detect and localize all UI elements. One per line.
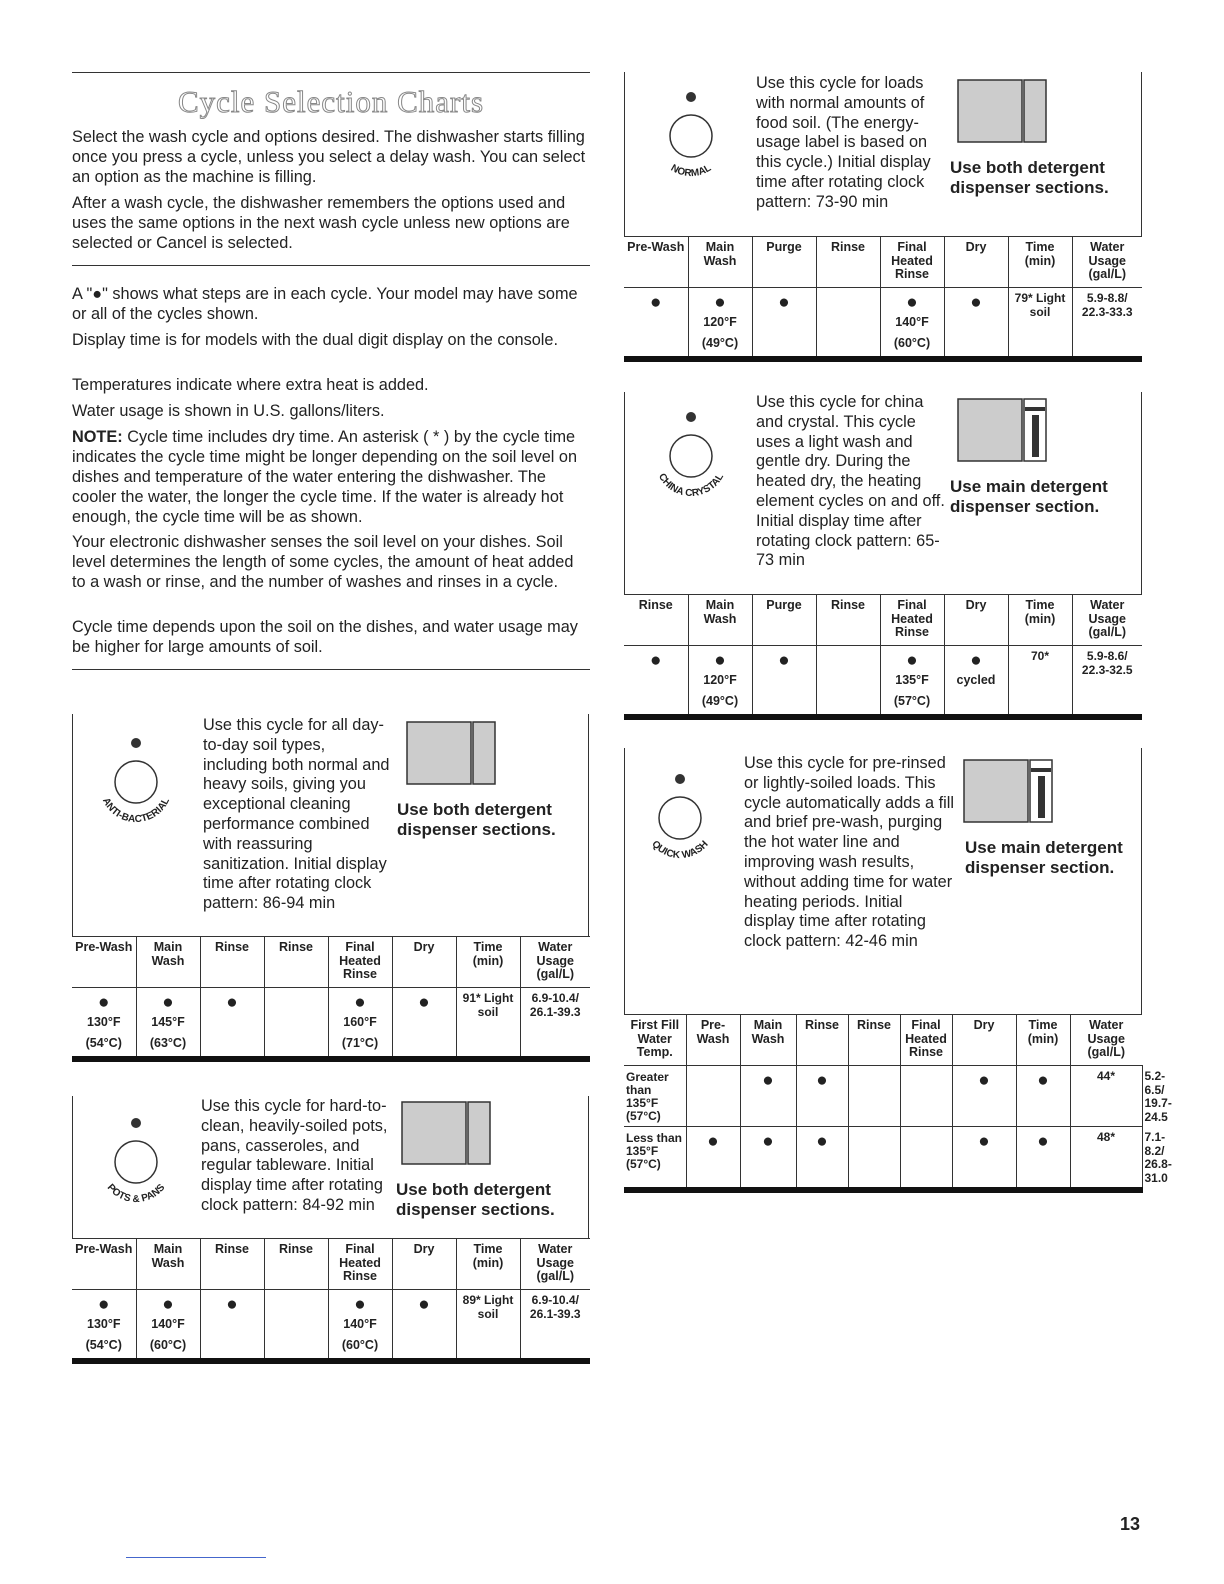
quick-cell-0 xyxy=(686,1066,740,1127)
china-time-cell: 70* xyxy=(1008,646,1072,718)
step-dot: ● xyxy=(762,1070,774,1091)
note-paragraph xyxy=(72,427,590,527)
quick-cell-5 xyxy=(952,1127,1016,1191)
china-header-1: Main Wash xyxy=(688,595,752,646)
normal-description: Use this cycle for loads with normal amounts of food soil. (The energy-usage label is based on this cycle.) Initial display time after rotating clock pattern: 73-90 min xyxy=(756,74,931,211)
main-dispenser-icon xyxy=(956,397,1048,463)
normal-cell-3 xyxy=(816,288,880,360)
anti-cell-2 xyxy=(200,988,264,1060)
step-dot: ● xyxy=(778,292,790,313)
quick-header-8: Water Usage (gal/L) xyxy=(1070,1015,1142,1066)
quick-cell-1 xyxy=(740,1066,796,1127)
step-dot: ● xyxy=(714,650,726,671)
quick-cell-0 xyxy=(686,1127,740,1191)
both-dispensers-icon xyxy=(405,720,497,786)
step-dot: ● xyxy=(714,292,726,313)
pots-cell-1 xyxy=(136,1290,200,1362)
pots-header-2: Rinse xyxy=(200,1239,264,1290)
step-dot: ● xyxy=(970,650,982,671)
pots-water-cell: 6.9-10.4/ 26.1-39.3 xyxy=(520,1290,590,1362)
quick-wash-detergent: Use main detergent dispenser section. xyxy=(965,838,1123,877)
china-cell-5 xyxy=(944,646,1008,718)
table-row: Less than 135°F (57°C) ● ● ● ● ● 48* 7.1-8.2/ 26.8-31.0 xyxy=(624,1127,1142,1191)
pots-cell-3 xyxy=(264,1290,328,1362)
normal-detergent: Use both detergent dispenser sections. xyxy=(950,158,1109,197)
quick-header-7: Time (min) xyxy=(1016,1015,1070,1066)
intro-paragraph-1: Select the wash cycle and options desired. The dishwasher starts filling once you press a cycle, unless you select a delay wash. You can select an option as the machine is filling. xyxy=(72,128,586,186)
normal-cell-5 xyxy=(944,288,1008,360)
dot-legend-paragraph: A "●" shows what steps are in each cycle. Your model may have some or all of the cycles shown. xyxy=(72,285,578,323)
quick-wash-table xyxy=(624,1014,1172,1193)
step-dot: ● xyxy=(650,650,662,671)
china-crystal-table xyxy=(624,594,1142,720)
anti-time-cell: 91* Light soil xyxy=(456,988,520,1060)
pots-and-pans-table xyxy=(72,1238,590,1364)
quick-header-2: Main Wash xyxy=(740,1015,796,1066)
pots-cell-5 xyxy=(392,1290,456,1362)
normal-header-6: Time (min) xyxy=(1008,237,1072,288)
step-dot: ● xyxy=(707,1131,719,1152)
step-temperature: 120°F (49°C) xyxy=(701,673,739,708)
step-dot: ● xyxy=(98,1294,110,1315)
anti-cell-5 xyxy=(392,988,456,1060)
step-temperature: 140°F (60°C) xyxy=(341,1317,379,1352)
anti-header-7: Water Usage (gal/L) xyxy=(520,937,590,988)
svg-text:QUICK WASH xyxy=(649,839,710,860)
svg-text:POTS & PANS xyxy=(105,1182,168,1204)
table-row xyxy=(624,288,1142,360)
pots-header-5: Dry xyxy=(392,1239,456,1290)
china-water-cell: 5.9-8.6/ 22.3-32.5 xyxy=(1072,646,1142,718)
cycle-time-paragraph: Cycle time depends upon the soil on the dishes, and water usage may be higher for large amounts of soil. xyxy=(72,618,578,656)
step-dot: ● xyxy=(418,992,430,1013)
normal-knob-label: NORMAL xyxy=(668,162,714,178)
anti-bacterial-table xyxy=(72,936,590,1062)
quick-cell-4 xyxy=(900,1127,952,1191)
quick-cell-3 xyxy=(848,1066,900,1127)
quick-header-1: Pre-Wash xyxy=(686,1015,740,1066)
quick-header-4: Rinse xyxy=(848,1015,900,1066)
step-dot: ● xyxy=(762,1131,774,1152)
note-label: NOTE: xyxy=(72,428,123,446)
svg-text:NORMAL xyxy=(669,163,713,178)
china-cell-4 xyxy=(880,646,944,718)
quick-header-0: First Fill Water Temp. xyxy=(624,1015,686,1066)
top-rule xyxy=(72,72,590,73)
step-dot: ● xyxy=(650,292,662,313)
anti-cell-0 xyxy=(72,988,136,1060)
normal-cell-2 xyxy=(752,288,816,360)
china-cell-1 xyxy=(688,646,752,718)
normal-cell-0 xyxy=(624,288,688,360)
quick-cell-6 xyxy=(1016,1127,1070,1191)
display-time-paragraph: Display time is for models with the dual digit display on the console. xyxy=(72,331,558,349)
step-dot: ● xyxy=(418,1294,430,1315)
step-temperature: 130°F (54°C) xyxy=(85,1317,122,1352)
step-dot: ● xyxy=(816,1131,828,1152)
quick-header-3: Rinse xyxy=(796,1015,848,1066)
china-cell-0 xyxy=(624,646,688,718)
pots-header-1: Main Wash xyxy=(136,1239,200,1290)
step-dot: ● xyxy=(1037,1070,1049,1091)
china-crystal-detergent: Use main detergent dispenser section. xyxy=(950,477,1108,516)
table-row xyxy=(72,988,590,1060)
anti-header-0: Pre-Wash xyxy=(72,937,136,988)
anti-bacterial-description: Use this cycle for all day-to-day soil types, including both normal and heavy soils, giving you exceptional cleaning performance combined with reassuring sanitization. Initial display time after rotating clock pattern: 86-94 min xyxy=(203,716,390,913)
step-dot: ● xyxy=(226,1294,238,1315)
quick-cell-5 xyxy=(952,1066,1016,1127)
pots-cell-2 xyxy=(200,1290,264,1362)
step-dot: ● xyxy=(162,1294,174,1315)
step-dot: ● xyxy=(970,292,982,313)
step-temperature: 140°F (60°C) xyxy=(893,315,931,350)
main-dispenser-icon-2 xyxy=(962,758,1054,824)
normal-header-3: Rinse xyxy=(816,237,880,288)
pots-and-pans-knob-label: POTS & PANS xyxy=(104,1182,168,1204)
footer-link-line xyxy=(126,1557,266,1558)
step-temperature: 145°F (63°C) xyxy=(149,1015,187,1050)
normal-time-cell: 79* Light soil xyxy=(1008,288,1072,360)
normal-header-0: Pre-Wash xyxy=(624,237,688,288)
quick-cell-1 xyxy=(740,1127,796,1191)
china-header-7: Water Usage (gal/L) xyxy=(1072,595,1142,646)
normal-header-2: Purge xyxy=(752,237,816,288)
anti-header-3: Rinse xyxy=(264,937,328,988)
page-title: Cycle Selection Charts xyxy=(177,84,485,119)
pots-header-6: Time (min) xyxy=(456,1239,520,1290)
step-dot: ● xyxy=(778,650,790,671)
step-temperature: 130°F (54°C) xyxy=(85,1015,122,1050)
china-cell-2 xyxy=(752,646,816,718)
table-row xyxy=(72,1290,590,1362)
quick-wash-knob-label: QUICK WASH xyxy=(649,838,711,860)
water-usage-paragraph: Water usage is shown in U.S. gallons/liters. xyxy=(72,402,385,420)
page-number: 13 xyxy=(1120,1514,1141,1534)
china-cell-3 xyxy=(816,646,880,718)
pots-and-pans-description: Use this cycle for hard-to-clean, heavily-soiled pots, pans, casseroles, and regular tableware. Initial display time after rotating clock pattern: 84-92 min xyxy=(201,1097,388,1214)
anti-header-4: Final Heated Rinse xyxy=(328,937,392,988)
china-header-2: Purge xyxy=(752,595,816,646)
normal-header-7: Water Usage (gal/L) xyxy=(1072,237,1142,288)
step-dot: ● xyxy=(1037,1131,1049,1152)
quick-header-5: Final Heated Rinse xyxy=(900,1015,952,1066)
anti-header-6: Time (min) xyxy=(456,937,520,988)
normal-knob-icon xyxy=(647,88,742,178)
anti-cell-1 xyxy=(136,988,200,1060)
normal-header-5: Dry xyxy=(944,237,1008,288)
note-text: Cycle time includes dry time. An asterisk ( * ) by the cycle time indicates the cycle time might be longer depending on the soil level on dishes and temperature of the water entering the dishwasher. The cooler the water, the longer the cycle time. If the water is already hot enough, the cycle time will be as shown. xyxy=(72,428,578,526)
step-dot: ● xyxy=(98,992,110,1013)
step-dot: ● xyxy=(226,992,238,1013)
step-temperature: cycled xyxy=(956,673,996,687)
normal-water-cell: 5.9-8.8/ 22.3-33.3 xyxy=(1072,288,1142,360)
step-temperature: 140°F (60°C) xyxy=(149,1317,187,1352)
anti-water-cell: 6.9-10.4/ 26.1-39.3 xyxy=(520,988,590,1060)
pots-cell-0 xyxy=(72,1290,136,1362)
table-row xyxy=(624,646,1142,718)
quick-header-6: Dry xyxy=(952,1015,1016,1066)
step-temperature: 120°F (49°C) xyxy=(701,315,739,350)
pots-header-3: Rinse xyxy=(264,1239,328,1290)
anti-bacterial-knob-label: ANTI-BACTERIAL xyxy=(99,796,173,824)
step-dot: ● xyxy=(816,1070,828,1091)
china-header-5: Dry xyxy=(944,595,1008,646)
step-dot: ● xyxy=(354,1294,366,1315)
quick-wash-description: Use this cycle for pre-rinsed or lightly-soiled loads. This cycle automatically adds a fill and brief pre-wash, purging the hot water line and improving wash results, without adding time for water heating periods. Initial display time after rotating clock pattern: 42-46 min xyxy=(744,754,954,951)
china-header-0: Rinse xyxy=(624,595,688,646)
quick-cell-2 xyxy=(796,1127,848,1191)
anti-header-5: Dry xyxy=(392,937,456,988)
quick-wash-knob-icon xyxy=(636,770,731,860)
quick-row-label: Less than 135°F (57°C) xyxy=(624,1127,686,1191)
step-temperature: 160°F (71°C) xyxy=(341,1015,379,1050)
quick-row-label: Greater than 135°F (57°C) xyxy=(624,1066,686,1127)
pots-header-7: Water Usage (gal/L) xyxy=(520,1239,590,1290)
anti-bacterial-knob-icon xyxy=(92,734,187,824)
quick-cell-4 xyxy=(900,1066,952,1127)
quick-time-cell: 44* xyxy=(1070,1066,1142,1127)
anti-cell-3 xyxy=(264,988,328,1060)
temperature-paragraph: Temperatures indicate where extra heat is added. xyxy=(72,376,429,394)
step-dot: ● xyxy=(354,992,366,1013)
quick-cell-3 xyxy=(848,1127,900,1191)
pots-and-pans-detergent: Use both detergent dispenser sections. xyxy=(396,1180,555,1219)
pots-header-4: Final Heated Rinse xyxy=(328,1239,392,1290)
step-dot: ● xyxy=(906,292,918,313)
anti-bacterial-detergent: Use both detergent dispenser sections. xyxy=(397,800,556,839)
table-row: Greater than 135°F (57°C) ● ● ● ● 44* 5.2-6.5/ 19.7-24.5 xyxy=(624,1066,1142,1127)
intro-paragraph-2: After a wash cycle, the dishwasher remembers the options used and uses the same options in the next wash cycle unless new options are selected or Cancel is selected. xyxy=(72,194,570,252)
section-divider-2 xyxy=(72,669,590,670)
pots-header-0: Pre-Wash xyxy=(72,1239,136,1290)
section-divider xyxy=(72,265,590,266)
china-header-4: Final Heated Rinse xyxy=(880,595,944,646)
china-crystal-description: Use this cycle for china and crystal. This cycle uses a light wash and gentle dry. During the heated dry, the heating element cycles on and off. Initial display time after rotating clock pattern: 65-73 min xyxy=(756,393,945,570)
china-crystal-knob-label: CHINA CRYSTAL xyxy=(655,471,727,498)
svg-text:CHINA CRYSTAL xyxy=(656,472,726,498)
normal-cell-4 xyxy=(880,288,944,360)
china-crystal-knob-icon xyxy=(647,408,742,498)
normal-table xyxy=(624,236,1142,362)
pots-time-cell: 89* Light soil xyxy=(456,1290,520,1362)
pots-and-pans-knob-icon xyxy=(92,1114,187,1204)
soil-sense-paragraph: Your electronic dishwasher senses the soil level on your dishes. Soil level determines the length of some cycles, the amount of heat added to a wash or rinse, and the number of washes and rinses in a cycle. xyxy=(72,533,574,591)
svg-text:ANTI-BACTERIAL xyxy=(100,796,172,824)
quick-time-cell: 48* xyxy=(1070,1127,1142,1191)
quick-cell-2 xyxy=(796,1066,848,1127)
normal-cell-1 xyxy=(688,288,752,360)
both-dispensers-icon-3 xyxy=(956,78,1048,144)
quick-cell-6 xyxy=(1016,1066,1070,1127)
both-dispensers-icon-2 xyxy=(400,1100,492,1166)
step-dot: ● xyxy=(162,992,174,1013)
china-header-3: Rinse xyxy=(816,595,880,646)
step-dot: ● xyxy=(978,1070,990,1091)
normal-header-4: Final Heated Rinse xyxy=(880,237,944,288)
anti-cell-4 xyxy=(328,988,392,1060)
step-temperature: 135°F (57°C) xyxy=(893,673,931,708)
anti-header-1: Main Wash xyxy=(136,937,200,988)
china-header-6: Time (min) xyxy=(1008,595,1072,646)
anti-header-2: Rinse xyxy=(200,937,264,988)
normal-header-1: Main Wash xyxy=(688,237,752,288)
step-dot: ● xyxy=(906,650,918,671)
pots-cell-4 xyxy=(328,1290,392,1362)
step-dot: ● xyxy=(978,1131,990,1152)
